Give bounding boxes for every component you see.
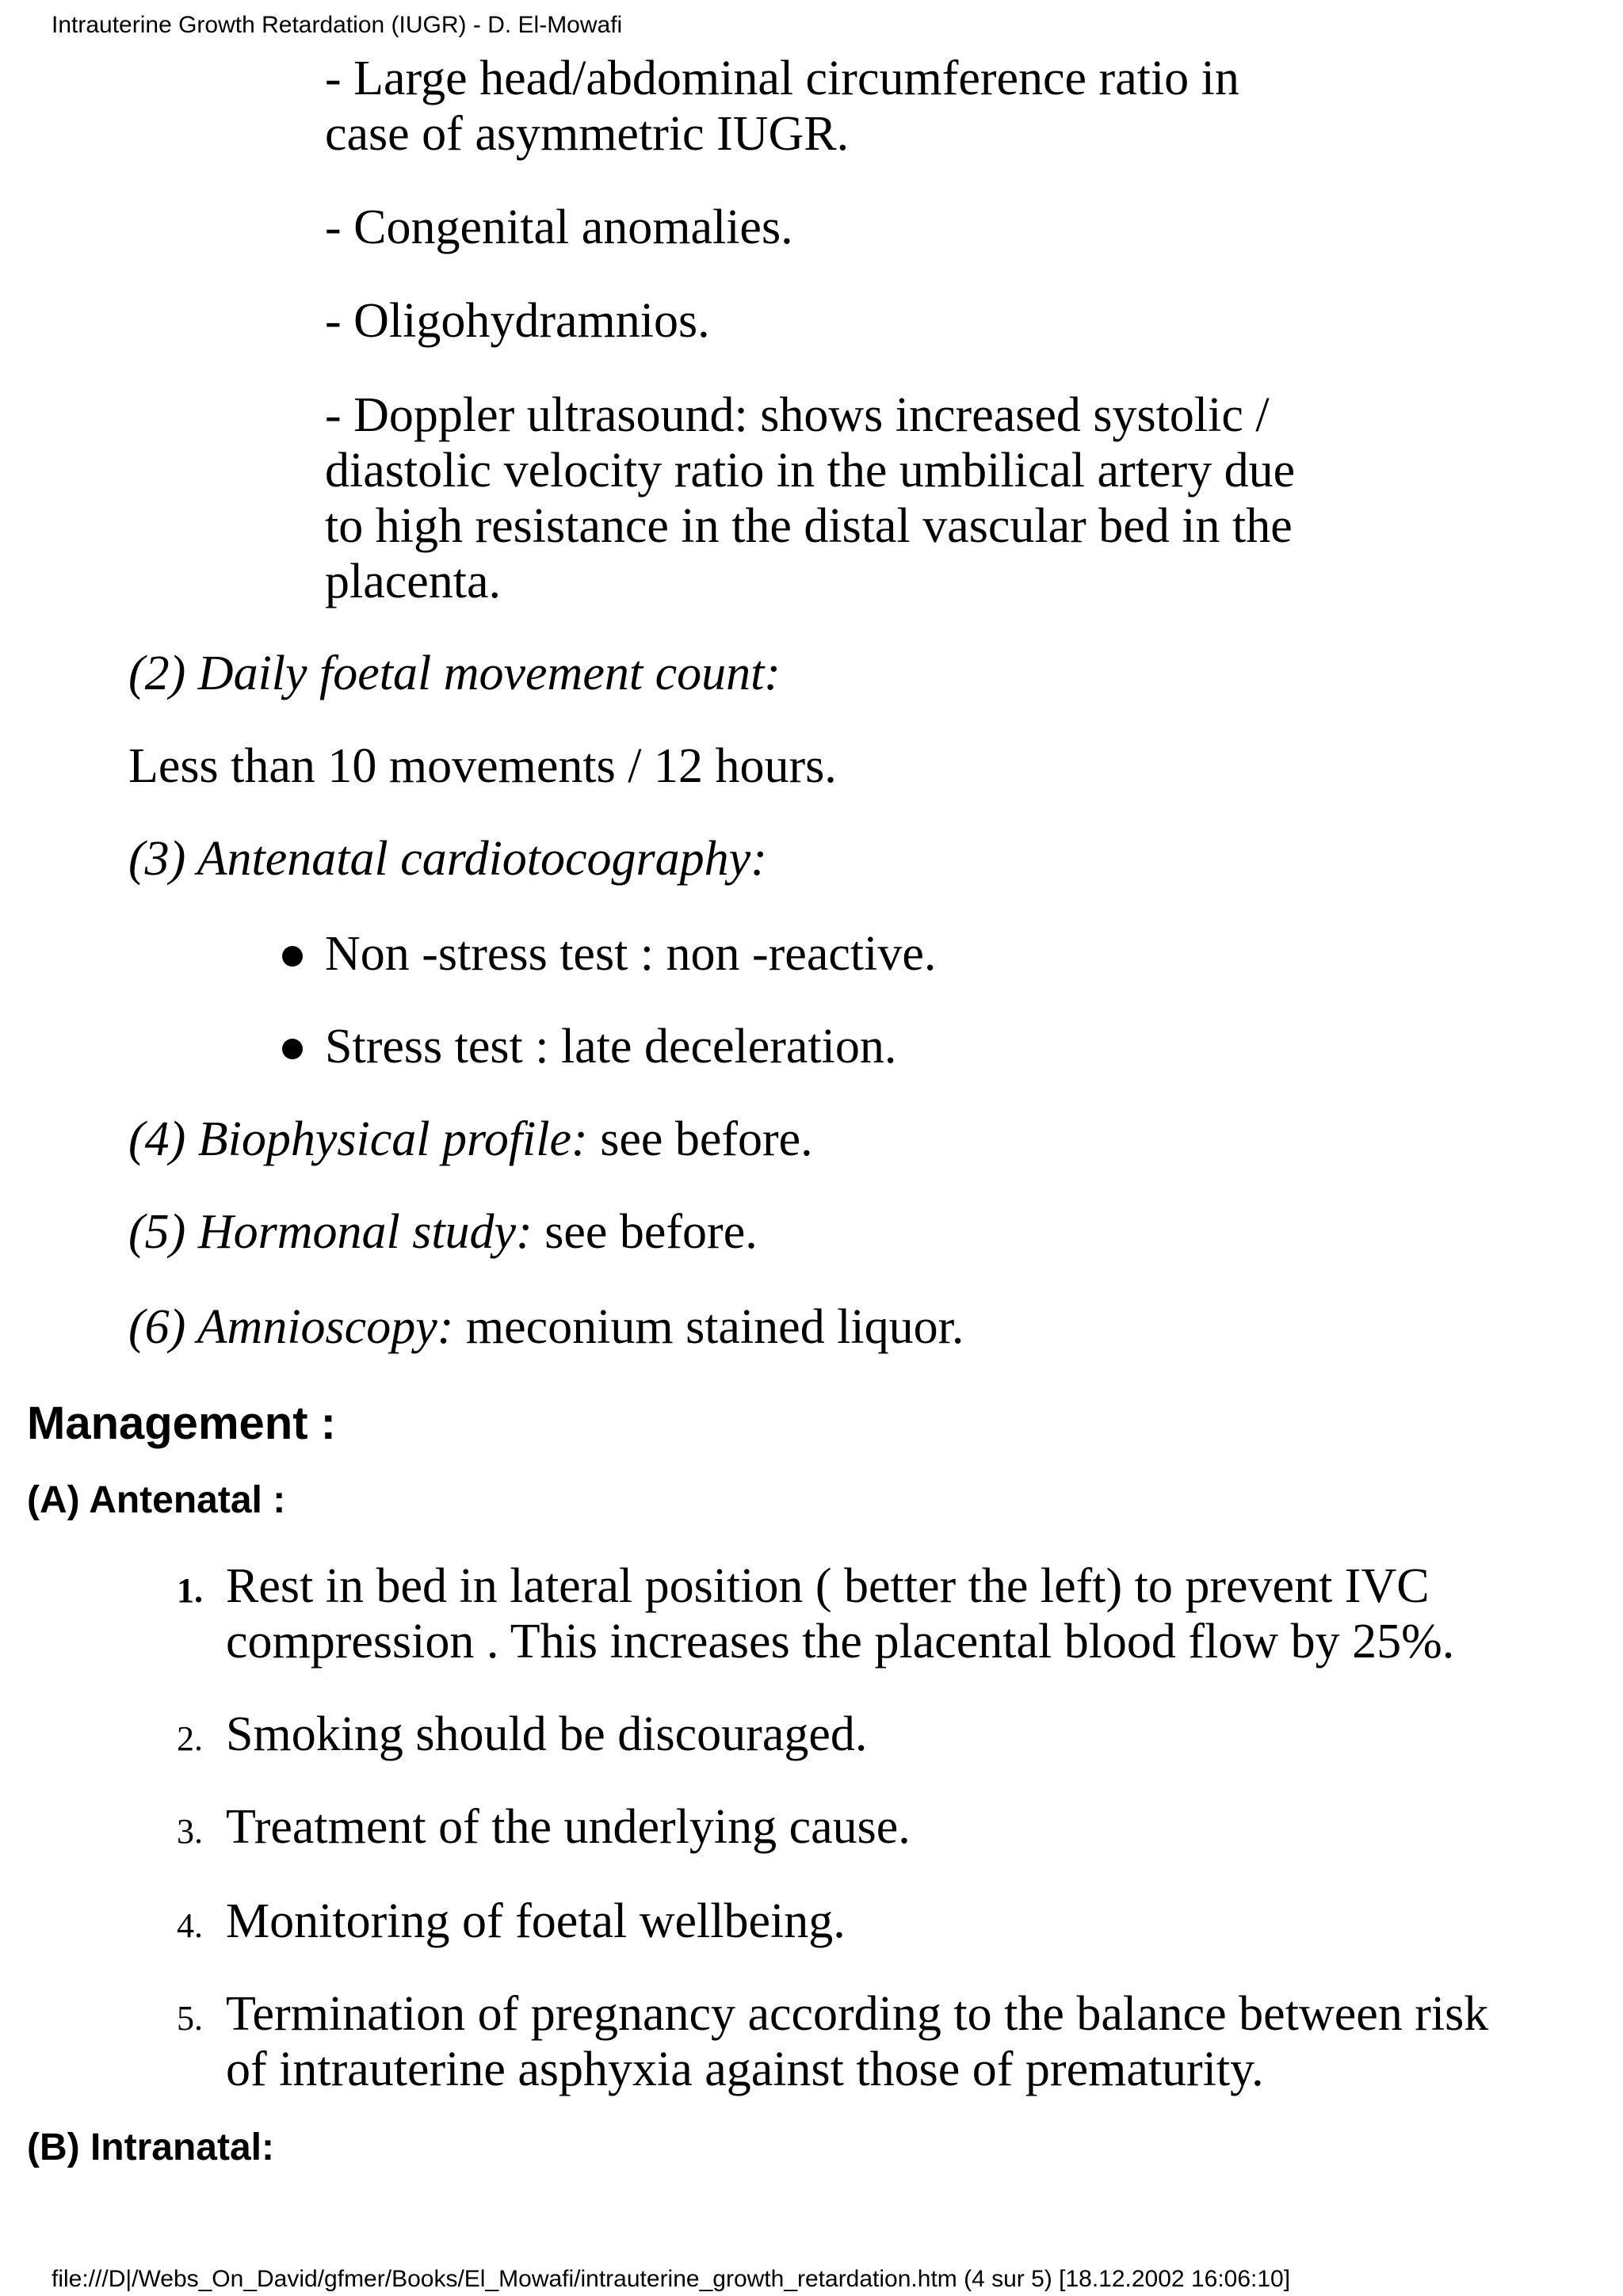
biophysical-profile-label: (4) Biophysical profile: bbox=[128, 1112, 588, 1166]
hormonal-study bbox=[128, 1204, 758, 1260]
page-footer-path: file:///D|/Webs_On_David/gfmer/Books/El_Mowafi/intrauterine_growth_retardation.htm (4 sur 5) [18.12.2002 16:06:10] bbox=[52, 2266, 1291, 2292]
list-item bbox=[119, 1986, 1488, 2097]
intranatal-heading: (B) Intranatal: bbox=[27, 2126, 274, 2168]
list-item bbox=[119, 1707, 867, 1767]
bullet-text: Non -stress test : non -reactive. bbox=[325, 927, 937, 981]
list-number: 3. bbox=[177, 1812, 203, 1851]
list-item-text bbox=[226, 1986, 1488, 2097]
hormonal-study-label: (5) Hormonal study: bbox=[128, 1205, 533, 1259]
text-line: case of asymmetric IUGR. bbox=[325, 107, 850, 161]
text-line: - Large head/abdominal circumference ratio in bbox=[325, 51, 1239, 105]
list-number: 2. bbox=[177, 1719, 203, 1758]
text-line: Termination of pregnancy according to the balance between risk bbox=[226, 1987, 1489, 2041]
text-line: Treatment of the underlying cause. bbox=[226, 1800, 911, 1854]
text-line: of intrauterine asphyxia against those of prematurity. bbox=[226, 2042, 1264, 2096]
amnioscopy bbox=[128, 1299, 964, 1355]
list-number: 1. bbox=[177, 1571, 203, 1610]
text-line: diastolic velocity ratio in the umbilical artery due bbox=[325, 444, 1296, 498]
text-line: - Oligohydramnios. bbox=[325, 294, 710, 348]
amnioscopy-text: meconium stained liquor. bbox=[465, 1300, 964, 1354]
text-line: - Congenital anomalies. bbox=[325, 200, 793, 254]
list-number: 4. bbox=[177, 1906, 203, 1945]
list-item bbox=[119, 1799, 911, 1859]
list-item-text bbox=[226, 1707, 867, 1762]
list-item-text bbox=[226, 1558, 1454, 1669]
bullet-icon bbox=[282, 1039, 303, 1059]
list-item-text bbox=[226, 1894, 846, 1949]
biophysical-profile bbox=[128, 1112, 813, 1167]
antenatal-heading: (A) Antenatal : bbox=[27, 1479, 286, 1521]
page-header-title: Intrauterine Growth Retardation (IUGR) - D. El-Mowafi bbox=[52, 12, 623, 38]
bullet-text: Stress test : late deceleration. bbox=[325, 1020, 897, 1074]
list-number: 5. bbox=[177, 1999, 203, 2038]
text-line: Smoking should be discouraged. bbox=[226, 1707, 868, 1761]
finding-head-abdominal-ratio bbox=[325, 51, 1239, 162]
text-line: compression . This increases the placental blood flow by 25%. bbox=[226, 1615, 1455, 1669]
text-line: - Doppler ultrasound: shows increased systolic / bbox=[325, 388, 1270, 442]
finding-congenital-anomalies bbox=[325, 200, 793, 255]
list-item bbox=[119, 1894, 846, 1954]
biophysical-profile-text: see before. bbox=[600, 1112, 813, 1166]
bullet-icon bbox=[282, 946, 303, 967]
finding-oligohydramnios bbox=[325, 293, 710, 349]
text-line: to high resistance in the distal vascular bed in the bbox=[325, 499, 1293, 553]
text-line: Rest in bed in lateral position ( better the left) to prevent IVC bbox=[226, 1559, 1430, 1613]
text-line: placenta. bbox=[325, 555, 502, 608]
foetal-movement-label: (2) Daily foetal movement count: bbox=[128, 646, 781, 700]
list-item bbox=[119, 1558, 1454, 1669]
hormonal-study-text: see before. bbox=[544, 1205, 758, 1259]
management-heading: Management : bbox=[27, 1398, 336, 1449]
finding-doppler-ultrasound bbox=[325, 387, 1295, 609]
text-line: Monitoring of foetal wellbeing. bbox=[226, 1894, 846, 1948]
foetal-movement-text: Less than 10 movements / 12 hours. bbox=[128, 739, 837, 793]
list-item-text bbox=[226, 1799, 911, 1855]
amnioscopy-label: (6) Amnioscopy: bbox=[128, 1300, 454, 1354]
cardiotocography-label: (3) Antenatal cardiotocography: bbox=[128, 832, 767, 886]
